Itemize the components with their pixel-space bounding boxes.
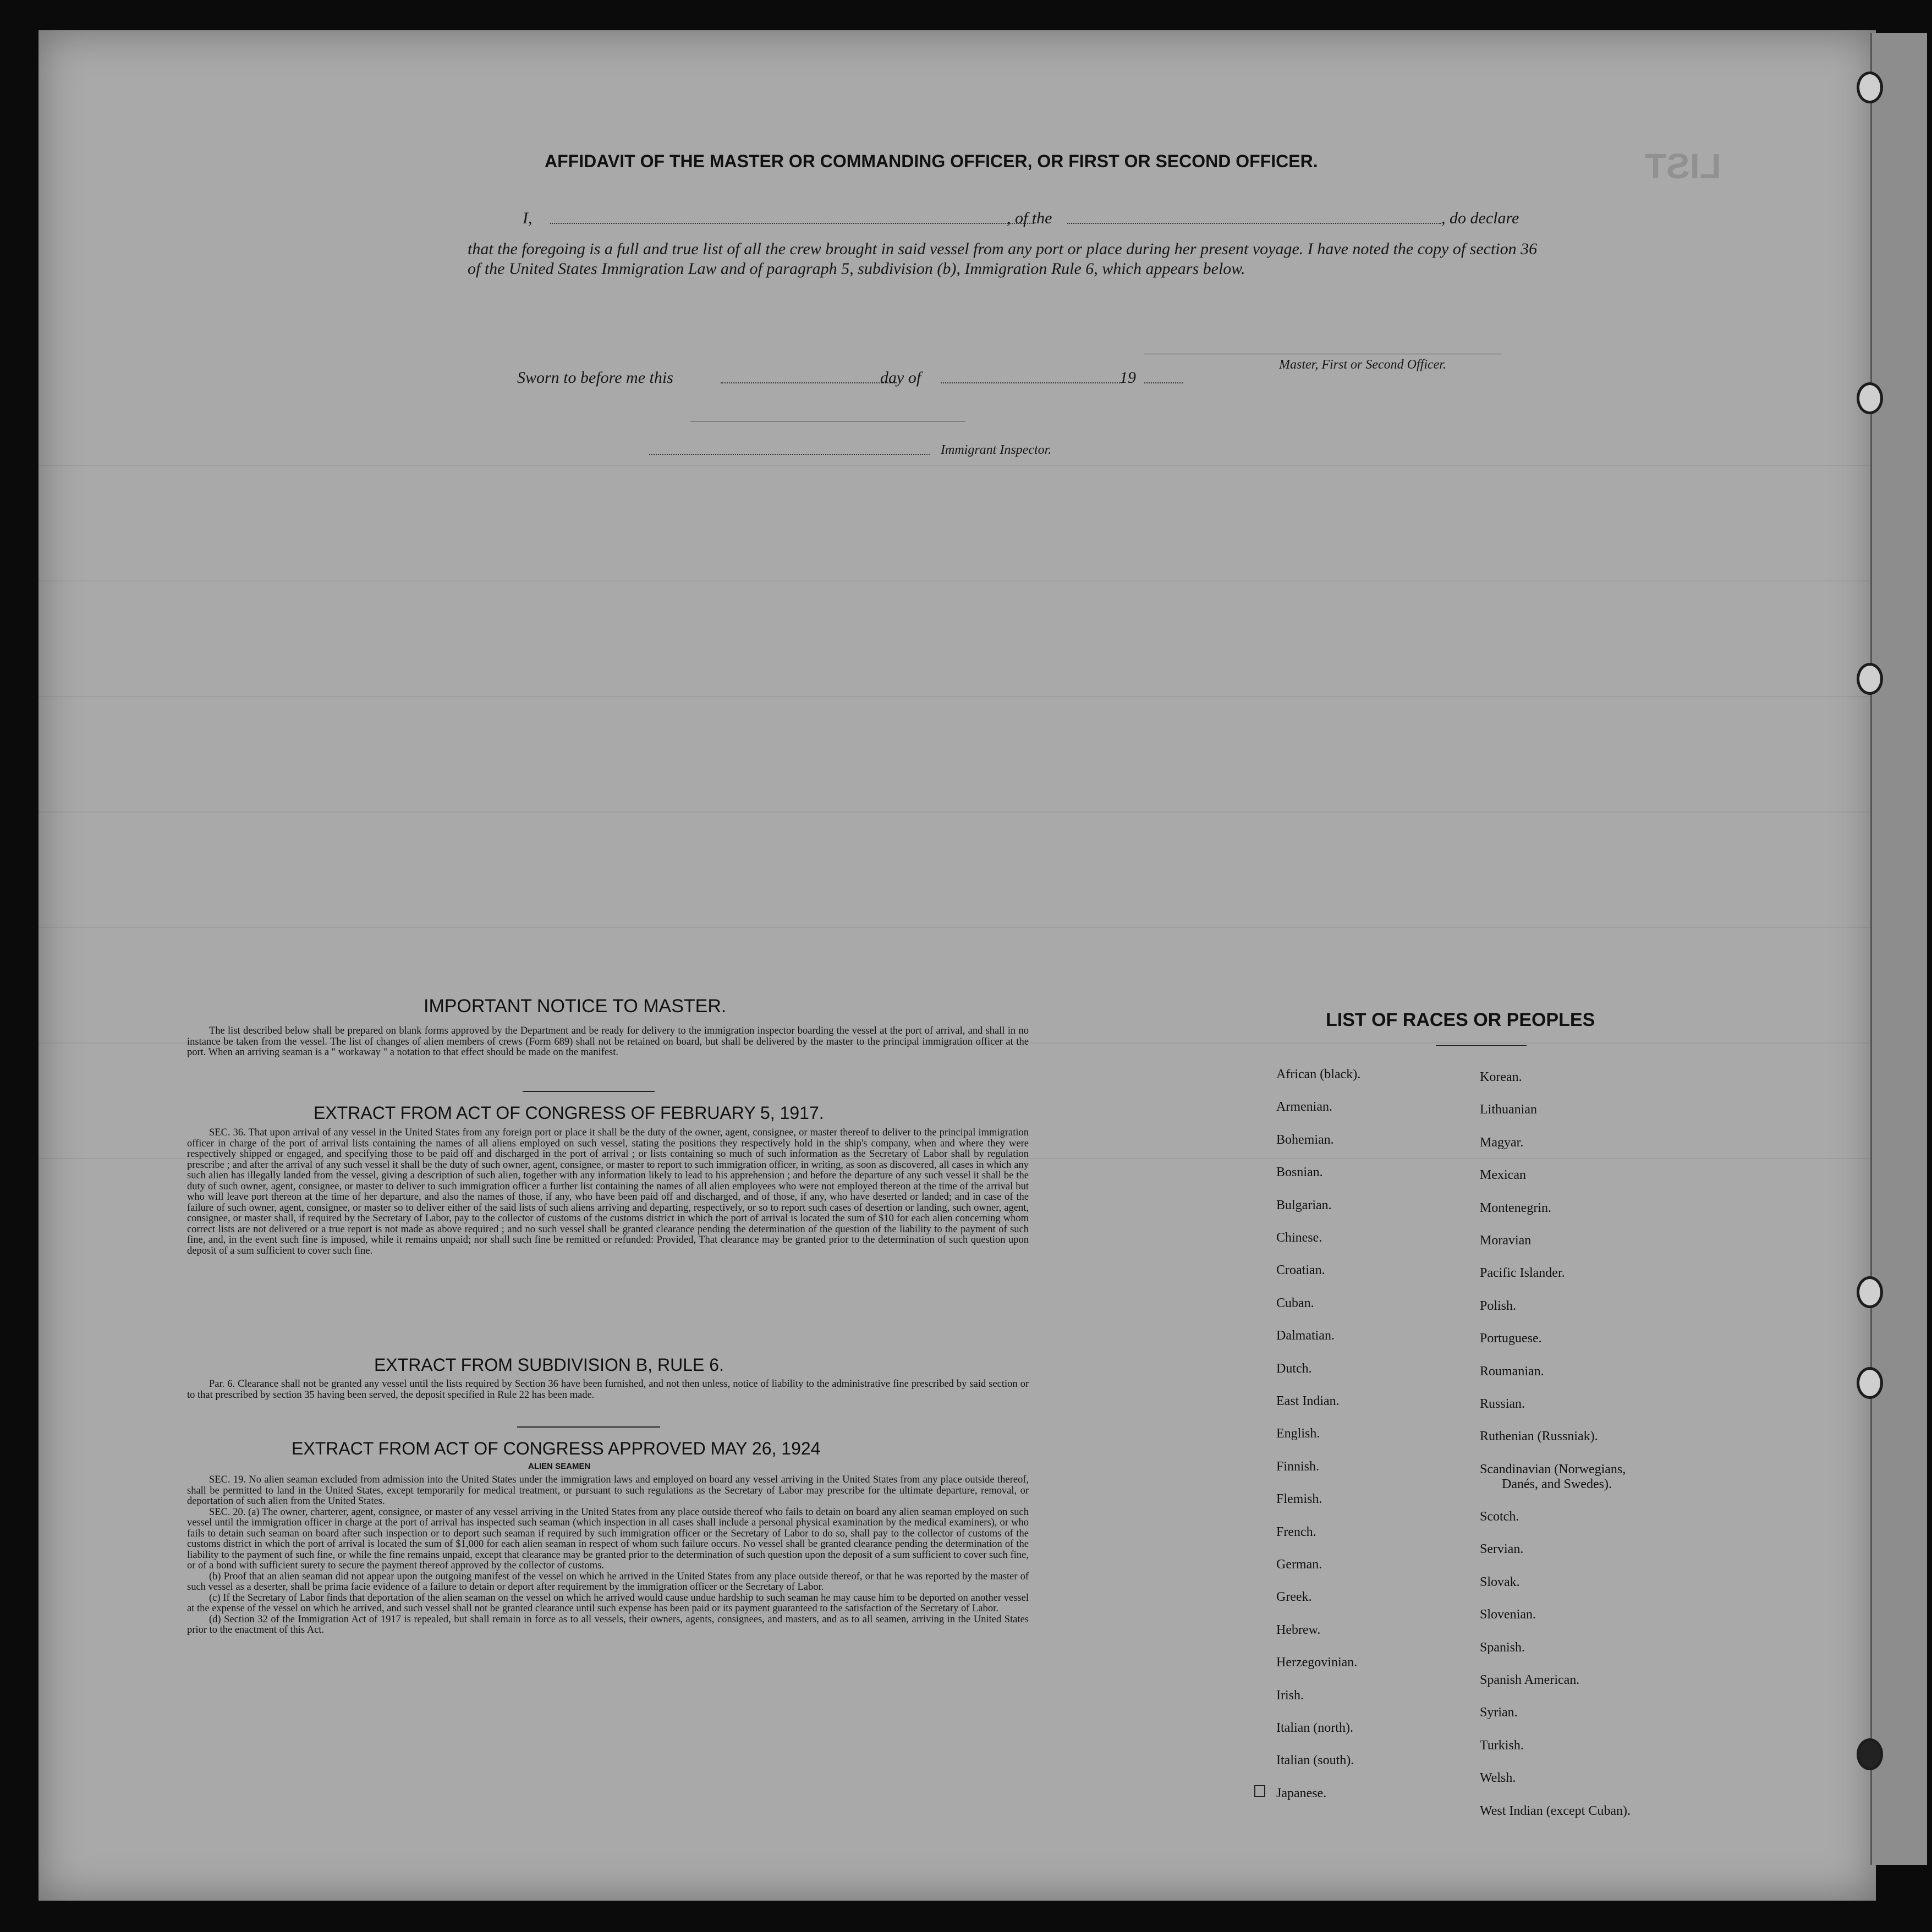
- race-item: Spanish American.: [1480, 1672, 1580, 1687]
- race-item: West Indian (except Cuban).: [1480, 1803, 1631, 1818]
- inspector-dotted-line: [649, 454, 930, 455]
- extract-1924-title: EXTRACT FROM ACT OF CONGRESS APPROVED MAY 26, 1924: [292, 1439, 821, 1458]
- race-item: French.: [1276, 1524, 1316, 1539]
- extract-1917-title: EXTRACT FROM ACT OF CONGRESS OF FEBRUARY 5, 1917.: [314, 1103, 824, 1123]
- race-item: Bulgarian.: [1276, 1198, 1332, 1212]
- binder-hole-icon: [1857, 1738, 1883, 1770]
- subdivision-title: EXTRACT FROM SUBDIVISION B, RULE 6.: [374, 1355, 724, 1375]
- sworn-prefix: Sworn to before me this: [517, 369, 673, 387]
- race-item: Irish.: [1276, 1688, 1304, 1703]
- race-item: Montenegrin.: [1480, 1200, 1551, 1215]
- race-item: Welsh.: [1480, 1771, 1516, 1786]
- race-item: Flemish.: [1276, 1492, 1322, 1507]
- race-item: Turkish.: [1480, 1738, 1524, 1753]
- sworn-day-label: day of: [880, 369, 921, 387]
- race-item: Servian.: [1480, 1542, 1524, 1557]
- ghost-heading: LIST: [1645, 146, 1721, 186]
- sworn-year-blank[interactable]: [1144, 382, 1183, 383]
- race-item: Croatian.: [1276, 1263, 1325, 1278]
- race-item: Scandinavian (Norwegians,: [1480, 1462, 1626, 1477]
- affidavit-i-label: I,: [523, 209, 533, 227]
- checkbox-mark-icon: [1254, 1785, 1265, 1797]
- sworn-year-label: 19: [1119, 369, 1136, 387]
- binder-hole-icon: [1857, 663, 1883, 695]
- race-item: Dutch.: [1276, 1361, 1312, 1376]
- race-item: Bosnian.: [1276, 1165, 1323, 1180]
- affidavit-of-the-label: , of the: [1007, 209, 1052, 227]
- race-item: Slovenian.: [1480, 1607, 1536, 1622]
- section-20d-paragraph: (d) Section 32 of the Immigration Act of 1917 is repealed, but shall remain in force as to all vessels, their owners, agents, consignees, and masters, and as to all seamen, arriving in the United States prior to the enactment of this Act.: [187, 1613, 1029, 1635]
- race-item: Greek.: [1276, 1590, 1312, 1605]
- extract-1924-text: [187, 1475, 1029, 1636]
- sworn-month-blank[interactable]: [941, 382, 1122, 383]
- races-divider: [1436, 1045, 1527, 1046]
- race-item: Scotch.: [1480, 1509, 1519, 1524]
- alien-seamen-subtitle: ALIEN SEAMEN: [528, 1462, 591, 1471]
- race-item: Dalmatian.: [1276, 1329, 1335, 1343]
- race-item: Danés, and Swedes).: [1502, 1477, 1612, 1491]
- race-item: English.: [1276, 1426, 1320, 1441]
- notice-text: [187, 1026, 1029, 1058]
- race-item: Herzegovinian.: [1276, 1655, 1358, 1670]
- affidavit-body: that the foregoing is a full and true list of all the crew brought in said vessel from any port or place during her present voyage. I have noted the copy of section 36 of the United States Immigration Law and of paragraph 5, subdivision (b), Immigration Rule 6, which appears below.: [468, 240, 1538, 278]
- race-item: Portuguese.: [1480, 1331, 1542, 1346]
- master-signature-label: Master, First or Second Officer.: [1279, 358, 1446, 372]
- document-sheet: [39, 30, 1876, 1901]
- binder-hole-icon: [1857, 1367, 1883, 1399]
- race-item: Mexican: [1480, 1168, 1526, 1183]
- race-item: Italian (north).: [1276, 1721, 1353, 1735]
- races-title: LIST OF RACES OR PEOPLES: [1326, 1009, 1595, 1030]
- binder-edge: [1870, 33, 1927, 1865]
- race-item: Roumanian.: [1480, 1364, 1544, 1379]
- race-item: Bohemian.: [1276, 1132, 1334, 1147]
- binder-hole-icon: [1857, 1276, 1883, 1308]
- binder-hole-icon: [1857, 382, 1883, 414]
- race-item: Japanese.: [1276, 1786, 1327, 1801]
- subdivision-text: [187, 1379, 1029, 1401]
- race-item: Hebrew.: [1276, 1622, 1321, 1637]
- race-item: African (black).: [1276, 1067, 1361, 1082]
- affidavit-declare-label: , do declare: [1441, 209, 1519, 227]
- affidavit-title: AFFIDAVIT OF THE MASTER OR COMMANDING OFFICER, OR FIRST OR SECOND OFFICER.: [545, 151, 1318, 171]
- name-blank[interactable]: [550, 223, 1034, 224]
- binder-hole-icon: [1857, 72, 1883, 103]
- race-item: Syrian.: [1480, 1705, 1518, 1720]
- race-item: Polish.: [1480, 1298, 1517, 1313]
- sworn-date-blank[interactable]: [721, 382, 897, 383]
- race-item: Slovak.: [1480, 1574, 1520, 1589]
- notice-paragraph: The list described below shall be prepared on blank forms approved by the Department and be ready for delivery to the immigration inspector boarding the vessel at the port of arrival, and shall in no instance be taken from the vessel. The list of changes of alien members of crews (Form 689) shall not be retained on board, but shall be delivered by the master to the principal immigration officer at the port. When an arriving seaman is a " workaway " a notation to that effect should be made on the manifest.: [187, 1025, 1029, 1058]
- section-20b-paragraph: (b) Proof that an alien seaman did not appear upon the outgoing manifest of the vessel on which he arrived in the United States from any place outside thereof, or that he was reported by the master of such vessel as a deserter, shall be prima facie evidence of a failure to detain or deport after requirement by the immigration officer or the Secretary of Labor.: [187, 1571, 1029, 1593]
- race-item: Italian (south).: [1276, 1753, 1354, 1768]
- notice-divider: [523, 1091, 655, 1092]
- vessel-blank[interactable]: [1067, 223, 1441, 224]
- race-item: Moravian: [1480, 1233, 1532, 1248]
- race-item: German.: [1276, 1557, 1322, 1572]
- section-20c-paragraph: (c) If the Secretary of Labor finds that deportation of the alien seaman on the vessel on which he arrived would cause undue hardship to such seaman he may cause him to be deported on another vessel at the expense of the vessel on which he arrived, and such vessel shall not be granted clearance until such expense has been paid or its payment guaranteed to the satisfaction of the Secretary of Labor.: [187, 1592, 1029, 1614]
- race-item: Spanish.: [1480, 1640, 1525, 1655]
- race-item: Korean.: [1480, 1070, 1522, 1084]
- race-item: Cuban.: [1276, 1296, 1314, 1310]
- notice-title: IMPORTANT NOTICE TO MASTER.: [424, 996, 727, 1017]
- race-item: Russian.: [1480, 1397, 1525, 1411]
- race-item: Lithuanian: [1480, 1102, 1537, 1117]
- race-item: Ruthenian (Russniak).: [1480, 1429, 1598, 1444]
- race-item: Magyar.: [1480, 1135, 1524, 1150]
- section-19-paragraph: SEC. 19. No alien seaman excluded from admission into the United States under the immigration laws and employed on board any vessel arriving in the United States from any place outside thereof, shall be permitted to land in the United States, except temporarily for medical treatment, or pursuant to such regulations as the Secretary of Labor may prescribe for the ultimate departure, removal, or deportation of such alien from the United States.: [187, 1474, 1029, 1507]
- section-36-paragraph: SEC. 36. That upon arrival of any vessel in the United States from any foreign port or place it shall be the duty of the owner, agent, consignee, or master thereof to deliver to the principal immigration officer in charge of the port of arrival lists containing the names of all aliens employed on such vessel, stating the positions they respectively hold in the ship's company, when and where they were respectively shipped or engaged, and specifying those to be paid off and discharged in the port of arrival ; or lists containing so much of such information as the Secretary of Labor shall by regulation prescribe ; and after the arrival of any such vessel it shall be the duty of such owner, agent, consignee, or master to report to such immigration officer, in writing, as soon as discovered, all cases in which any such alien has illegally landed from the vessel, giving a description of such alien, together with any information likely to lead to his apprehension ; and before the departure of any such vessel it shall be the duty of such owner, agent, consignee, or master to deliver to such immigration officer a further list containing the names of all alien employees who were not employed thereon at the time of the arrival but who will leave port thereon at the time of her departure, and also the names of those, if any, who have been paid off and discharged, and of those, if any, who have deserted or landed; and in case of the failure of such owner, agent, consignee, or master so to deliver either of the said lists of such aliens arriving and departing, respectively, or so to report such cases of desertion or landing, such owner, agent, consignee, or master shall, if required by the Secretary of Labor, pay to the collector of customs of the customs district in which the port of arrival is located the sum of $10 for each alien concerning whom correct lists are not delivered or a true report is not made as above required ; and no such vessel shall be granted clearance pending the determination of the question of the liability to the payment of such fine, and, in the event such fine is imposed, while it remains unpaid; nor shall such fine be remitted or refunded: Provided, That clearance may be granted prior to the determination of such question upon deposit of a sum sufficient to cover such fine.: [187, 1127, 1029, 1256]
- race-item: Chinese.: [1276, 1231, 1322, 1245]
- paragraph-6: Par. 6. Clearance shall not be granted any vessel until the lists required by Section 36 have been furnished, and not then unless, notice of liability to the administrative fine prescribed by said section or to that prescribed by section 35 having been served, the deposit specified in Rule 22 has been made.: [187, 1379, 1029, 1401]
- race-item: East Indian.: [1276, 1394, 1340, 1408]
- section-20a-paragraph: SEC. 20. (a) The owner, charterer, agent, consignee, or master of any vessel arriving in the United States from any place outside thereof who fails to detain on board any alien seaman employed on such vessel until the immigration officer in charge at the port of arrival has inspected such seaman (which inspection in all cases shall include a personal physical examination by the medical examiners), or who fails to detain such seaman on board after such inspection or to deport such seaman if required by such immigration officer or the Secretary of Labor to do so, shall pay to the collector of customs of the customs district in which the port of arrival is located the sum of $1,000 for each alien seaman in respect of whom such failure occurs. No vessel shall be granted clearance pending the determination of the liability to the payment of such fine, or while the fine remains unpaid, except that clearance may be granted prior to the determination of such question upon the deposit of a sum sufficient to cover such fine, or of a bond with sufficient surety to secure the payment thereof approved by the collector of customs.: [187, 1506, 1029, 1571]
- subdivision-divider: [517, 1426, 660, 1428]
- race-item: Finnish.: [1276, 1459, 1320, 1474]
- inspector-label: Immigrant Inspector.: [941, 443, 1052, 457]
- race-item: Pacific Islander.: [1480, 1266, 1565, 1281]
- race-item: Armenian.: [1276, 1100, 1332, 1115]
- extract-1917-text: [187, 1128, 1029, 1256]
